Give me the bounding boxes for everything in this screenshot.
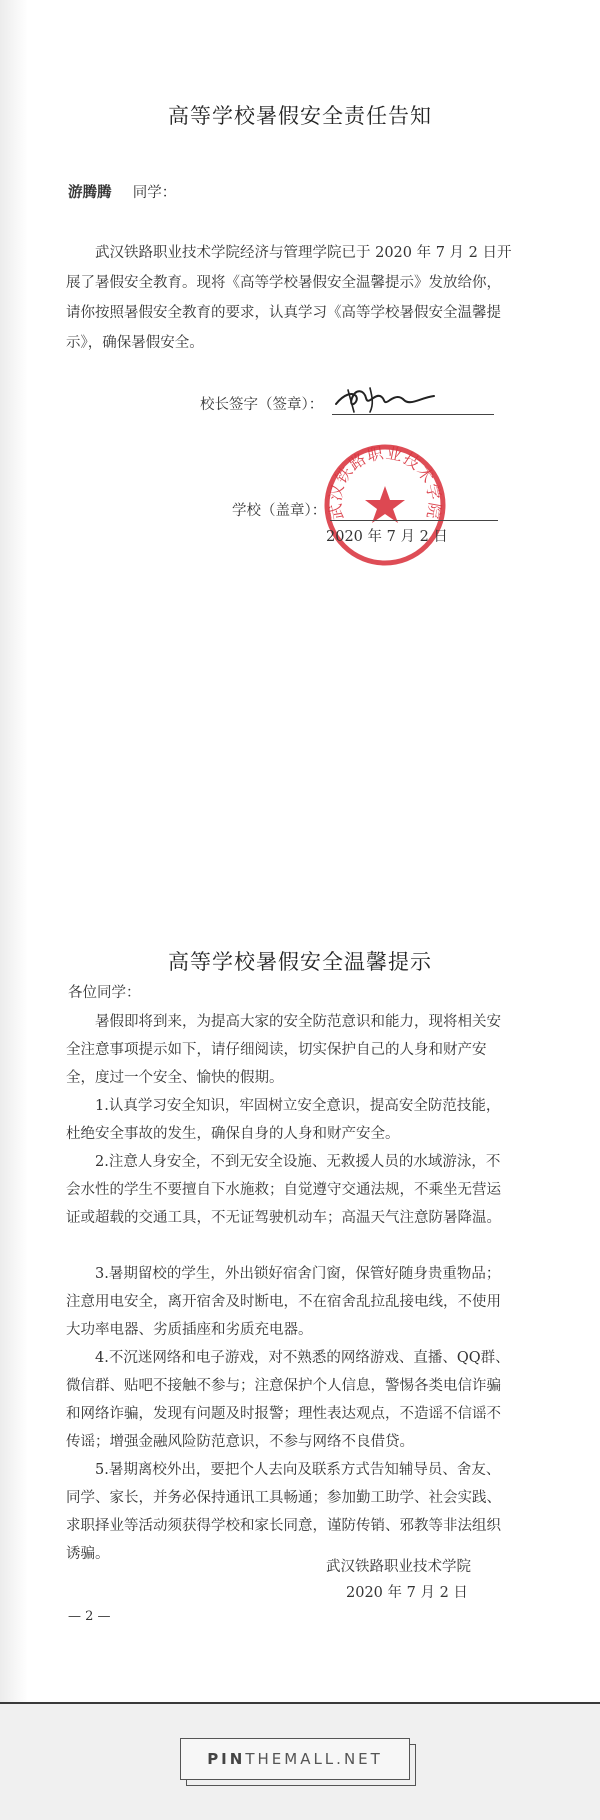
- logo-front-frame: [180, 1738, 410, 1780]
- logo-text-b: THEMALL: [245, 1750, 337, 1768]
- notice-date: 2020 年 7 月 2 日: [326, 529, 448, 545]
- tips-greeting: 各位同学：: [68, 985, 141, 1001]
- notice-title: 高等学校暑假安全责任告知: [168, 104, 432, 128]
- pinthemall-logo: [180, 1738, 420, 1784]
- tips-item-5: 5.暑期离校外出，要把个人去向及联系方式告知辅导员、舍友、同学、家长，并务必保持通讯工具畅通；参加勤工助学、社会实践、求职择业等活动须获得学校和家长同意，谨防传销、邪教等非法组织诱骗。: [66, 1462, 501, 1562]
- logo-text-c: .NET: [336, 1750, 383, 1768]
- recipient-line: [68, 178, 176, 208]
- seal-line: [330, 520, 498, 521]
- handwritten-signature: [330, 384, 442, 416]
- svg-text:武汉铁路职业技术学院: 武汉铁路职业技术学院: [325, 443, 445, 522]
- scan-shadow: [0, 852, 28, 1702]
- school-seal-label: 学校（盖章）：: [232, 503, 327, 519]
- tips-item-4: 4.不沉迷网络和电子游戏，对不熟悉的网络游戏、直播、QQ群、微信群、贴吧不接触不参与；注意保护个人信息，警惕各类电信诈骗和网络诈骗，发现有问题及时报警；理性表达观点，不造谣不信谣不传谣；增强金融风险防范意识，不参与网络不良借贷。: [66, 1350, 510, 1450]
- logo-text-a: PIN: [207, 1750, 246, 1768]
- tips-intro: 暑假即将到来，为提高大家的安全防范意识和能力，现将相关安全注意事项提示如下，请仔细阅读，切实保护自己的人身和财产安全，度过一个安全、愉快的假期。: [66, 1014, 501, 1086]
- notice-page: [0, 0, 600, 852]
- tips-date: 2020 年 7 月 2 日: [346, 1585, 468, 1601]
- tips-item-3: 3.暑期留校的学生，外出锁好宿舍门窗，保管好随身贵重物品；注意用电安全，离开宿舍及时断电，不在宿舍乱拉乱接电线，不使用大功率电器、劣质插座和劣质充电器。: [66, 1266, 501, 1338]
- tips-page: [0, 852, 600, 1702]
- recipient-suffix: 同学：: [132, 185, 177, 201]
- tips-organization: 武汉铁路职业技术学院: [326, 1559, 471, 1575]
- tips-title: 高等学校暑假安全温馨提示: [168, 950, 432, 974]
- tips-item-2: 2.注意人身安全，不到无安全设施、无救援人员的水域游泳，不会水性的学生不要擅自下水施救；自觉遵守交通法规，不乘坐无营运证或超载的交通工具，不无证驾驶机动车；高温天气注意防暑降温。: [66, 1154, 501, 1226]
- tips-item-1: 1.认真学习安全知识，牢固树立安全意识，提高安全防范技能，杜绝安全事故的发生，确保自身的人身和财产安全。: [66, 1098, 501, 1142]
- notice-body: 武汉铁路职业技术学院经济与管理学院已于 2020 年 7 月 2 日开展了暑假安全教育。现将《高等学校暑假安全温馨提示》发放给你，请你按照暑假安全教育的要求，认真学习《高等学校暑假安全温馨提示》，确保暑假安全。: [66, 245, 512, 351]
- recipient-name: 游腾腾: [68, 184, 112, 201]
- page-number: — 2 —: [68, 1609, 111, 1624]
- principal-signature-label: 校长签字（签章）：: [200, 397, 324, 413]
